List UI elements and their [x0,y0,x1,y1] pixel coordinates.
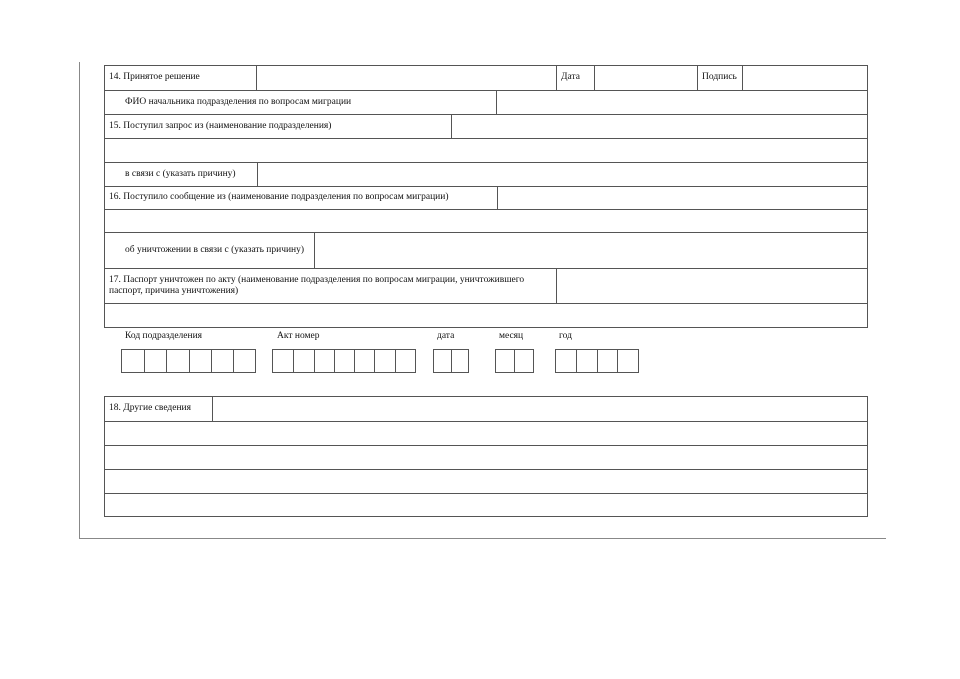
day-boxes [433,349,469,373]
act-number-boxes [272,349,416,373]
row-head-name [105,90,867,114]
row-request-from [105,114,867,138]
unit-code-digit-box[interactable] [144,350,166,372]
destroy-reason-field[interactable] [314,233,867,268]
page-frame-bottom [79,538,886,539]
other-blank-field[interactable] [105,470,867,493]
request-reason-field[interactable] [257,163,867,186]
signature-field[interactable] [742,66,867,90]
day-label: дата [437,331,455,341]
row-message-from [105,186,867,209]
row-other-blank [105,445,867,469]
row-other-info [105,397,867,421]
act-number-digit-box[interactable] [293,350,313,372]
year-label: год [559,331,572,341]
month-label: месяц [499,331,524,341]
other-blank-field[interactable] [105,494,867,516]
row-other-blank [105,493,867,516]
unit-code-digit-box[interactable] [211,350,233,372]
other-info-label: 18. Другие сведения [109,403,192,414]
row-destroyed-act [105,268,867,303]
date-field[interactable] [594,66,697,90]
request-blank-field[interactable] [105,139,867,162]
signature-label: Подпись [697,66,742,90]
form-table-upper [104,65,868,328]
act-number-digit-box[interactable] [334,350,354,372]
head-name-field[interactable] [496,91,867,114]
unit-code-digit-box[interactable] [233,350,255,372]
unit-code-digit-box[interactable] [189,350,211,372]
decision-label: 14. Принятое решение [109,72,200,83]
decision-field[interactable] [256,66,556,90]
unit-code-boxes [121,349,256,373]
act-number-digit-box[interactable] [354,350,374,372]
act-number-digit-box[interactable] [374,350,394,372]
request-from-label: 15. Поступил запрос из (наименование подразделения) [109,120,332,131]
act-number-digit-box[interactable] [273,350,293,372]
act-number-label: Акт номер [277,331,320,341]
year-digit-box[interactable] [576,350,597,372]
destroyed-act-label: 17. Паспорт уничтожен по акту (наименование подразделения по вопросам миграции, уничтожившего паспорт, причина уничтожения) [109,274,525,296]
message-from-label: 16. Поступило сообщение из (наименование подразделения по вопросам миграции) [109,192,449,203]
year-digit-box[interactable] [556,350,576,372]
act-number-digit-box[interactable] [395,350,415,372]
year-digit-box[interactable] [597,350,618,372]
row-other-blank [105,469,867,493]
day-digit-box[interactable] [451,350,468,372]
row-destroyed-blank [105,303,867,327]
act-number-digit-box[interactable] [314,350,334,372]
page-frame-left [79,62,80,539]
request-from-field[interactable] [451,115,867,138]
row-request-reason [105,162,867,186]
other-info-field[interactable] [212,397,867,421]
unit-code-digit-box[interactable] [122,350,144,372]
form-table-other [104,396,868,517]
message-blank-field[interactable] [105,210,867,232]
month-boxes [495,349,534,373]
head-name-label: ФИО начальника подразделения по вопросам миграции [125,96,352,107]
destroy-reason-label: об уничтожении в связи с (указать причину) [125,244,305,255]
month-digit-box[interactable] [514,350,533,372]
message-from-field[interactable] [497,187,867,209]
unit-code-label: Код подразделения [125,331,203,341]
row-other-blank [105,421,867,445]
destroyed-act-field[interactable] [556,269,867,303]
row-request-blank [105,138,867,162]
day-digit-box[interactable] [434,350,451,372]
year-digit-box[interactable] [617,350,638,372]
other-blank-field[interactable] [105,422,867,445]
request-reason-label: в связи с (указать причину) [125,168,236,179]
month-digit-box[interactable] [496,350,514,372]
destroyed-blank-field[interactable] [105,304,867,327]
year-boxes [555,349,639,373]
row-decision [105,66,867,90]
codes-section [0,331,960,381]
other-blank-field[interactable] [105,446,867,469]
row-message-blank [105,209,867,232]
unit-code-digit-box[interactable] [166,350,188,372]
date-label: Дата [556,66,594,90]
row-destroy-reason [105,232,867,268]
